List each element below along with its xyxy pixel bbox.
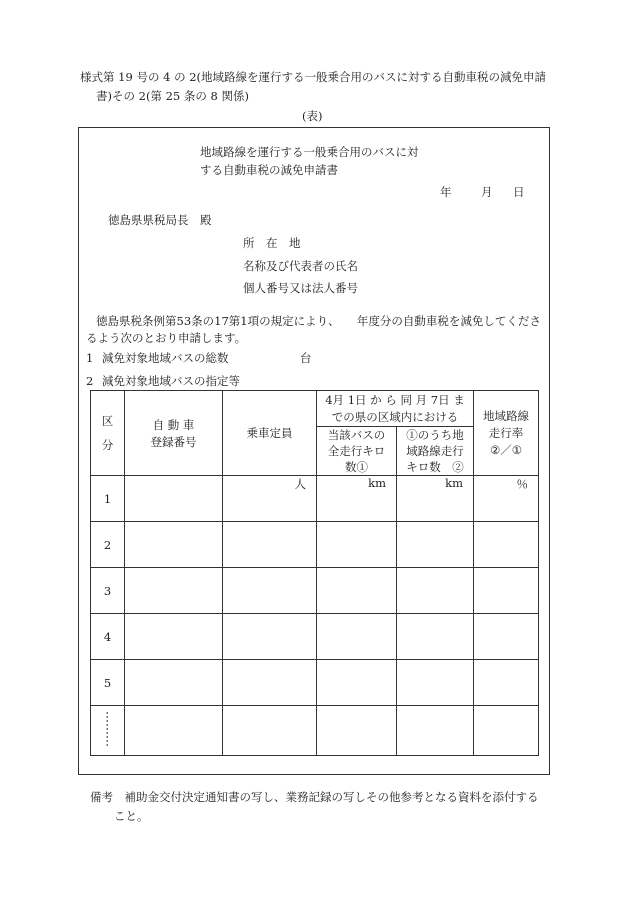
table-row: [91, 568, 539, 614]
rate-cell[interactable]: [474, 568, 539, 614]
total-km-cell[interactable]: [317, 660, 397, 706]
rate-cell[interactable]: [474, 522, 539, 568]
local-km-cell[interactable]: [397, 522, 474, 568]
capacity-cell[interactable]: 人: [223, 476, 317, 522]
local-km-cell[interactable]: km: [397, 476, 474, 522]
title-line-2: する自動車税の減免申請書: [200, 163, 338, 177]
total-km-cell[interactable]: km: [317, 476, 397, 522]
registration-cell[interactable]: [125, 476, 223, 522]
caption-line-1: 様式第 19 号の 4 の 2(地域路線を運行する一般乗合用のバスに対する自動車税の減免申請: [80, 70, 547, 84]
rate-cell[interactable]: [474, 614, 539, 660]
header-period: 4月 1日 か ら 同 月 7日 ま での県の区域内における: [317, 391, 474, 427]
item-2-label: 減免対象地域バスの指定等: [102, 374, 240, 388]
row-continuation: [91, 706, 125, 756]
continuation-dots: ⋯⋯⋯: [100, 711, 115, 747]
date-day: 日: [513, 185, 525, 199]
local-km-cell[interactable]: [397, 660, 474, 706]
item-1-unit: 台: [300, 351, 312, 365]
header-total-km: 当該バスの 全走行キロ 数①: [317, 427, 397, 476]
item-2-number: 2: [86, 374, 94, 388]
table-row: [91, 706, 539, 756]
recipient: 徳島県県税局長 殿: [108, 213, 212, 227]
capacity-cell[interactable]: [223, 522, 317, 568]
row-number: 5: [91, 660, 125, 706]
applicant-number-label: 個人番号又は法人番号: [243, 281, 358, 295]
date-year: 年: [440, 185, 452, 199]
header-local-route-rate: 地域路線 走行率 ②／①: [474, 391, 539, 476]
capacity-cell[interactable]: [223, 568, 317, 614]
item-2: [86, 373, 240, 389]
rate-cell[interactable]: ％: [474, 476, 539, 522]
item-1-label: 減免対象地域バスの総数: [102, 351, 229, 365]
row-number: 3: [91, 568, 125, 614]
row-number: 4: [91, 614, 125, 660]
request-line-1: 徳島県税条例第53条の17第1項の規定により、 年度分の自動車税を減免してくださ: [96, 314, 541, 328]
title-line-1: 地域路線を運行する一般乗合用のバスに対: [200, 145, 419, 159]
designation-table: [90, 390, 539, 756]
header-kubun: 区 分: [91, 391, 125, 476]
capacity-cell[interactable]: [223, 706, 317, 756]
table-row: [91, 614, 539, 660]
table-row: [91, 522, 539, 568]
header-capacity: 乗車定員: [223, 391, 317, 476]
row-number: 1: [91, 476, 125, 522]
total-km-cell[interactable]: [317, 706, 397, 756]
registration-cell[interactable]: [125, 614, 223, 660]
local-km-cell[interactable]: [397, 568, 474, 614]
registration-cell[interactable]: [125, 568, 223, 614]
date-month: 月: [481, 185, 493, 199]
header-local-route-km: ①のうち地 域路線走行 キロ数 ②: [397, 427, 474, 476]
local-km-cell[interactable]: [397, 614, 474, 660]
local-km-cell[interactable]: [397, 706, 474, 756]
form-caption: [80, 68, 560, 106]
item-1-number: 1: [86, 351, 94, 365]
total-km-cell[interactable]: [317, 568, 397, 614]
registration-cell[interactable]: [125, 706, 223, 756]
capacity-cell[interactable]: [223, 614, 317, 660]
caption-line-2: 書)その 2(第 25 条の 8 関係): [96, 89, 250, 103]
rate-cell[interactable]: [474, 660, 539, 706]
item-1: [86, 350, 229, 366]
form-title: [200, 143, 419, 179]
remarks-note: [90, 788, 550, 826]
applicant-address-label: 所 在 地: [243, 236, 301, 250]
header-registration-number: 自 動 車 登録番号: [125, 391, 223, 476]
capacity-cell[interactable]: [223, 660, 317, 706]
note-line-1: 備考 補助金交付決定通知書の写し、業務記録の写しその他参考となる資料を添付する: [90, 790, 539, 804]
total-km-cell[interactable]: [317, 522, 397, 568]
registration-cell[interactable]: [125, 660, 223, 706]
table-row: [91, 476, 539, 522]
note-line-2: こと。: [114, 809, 149, 823]
rate-cell[interactable]: [474, 706, 539, 756]
registration-cell[interactable]: [125, 522, 223, 568]
total-km-cell[interactable]: [317, 614, 397, 660]
row-number: 2: [91, 522, 125, 568]
side-label: (表): [302, 109, 323, 123]
request-statement: [86, 313, 548, 347]
applicant-name-label: 名称及び代表者の氏名: [243, 259, 358, 273]
table-row: [91, 660, 539, 706]
request-line-2: るよう次のとおり申請します。: [86, 331, 247, 345]
